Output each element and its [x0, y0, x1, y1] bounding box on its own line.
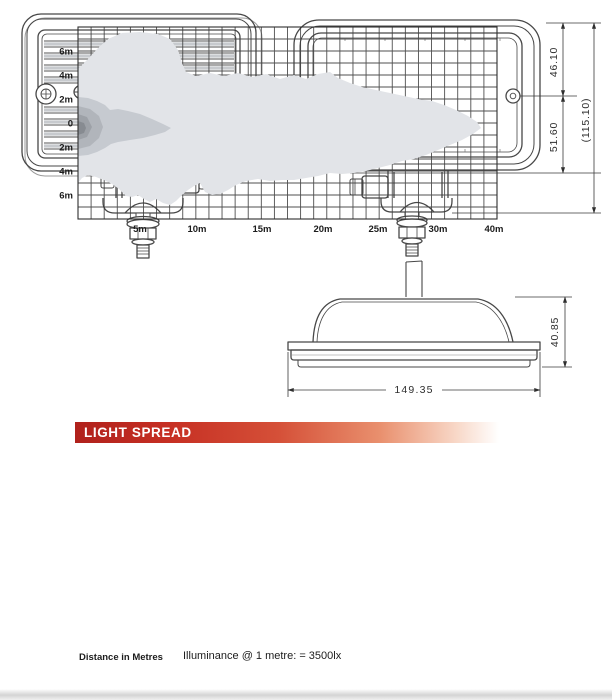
- y-axis-label: 4m: [59, 166, 73, 178]
- x-axis-label: 40m: [484, 224, 504, 235]
- x-axis-label: 30m: [428, 224, 448, 235]
- x-axis-label: 15m: [252, 224, 272, 235]
- illuminance-caption: Illuminance @ 1 metre: = 3500lx: [183, 650, 342, 662]
- x-axis-label: 25m: [368, 224, 388, 235]
- cropped-next-section-edge: [0, 689, 612, 700]
- y-axis-label: 2m: [59, 94, 73, 106]
- x-axis-caption: Distance in Metres: [79, 652, 163, 663]
- dim-46-10: 46.10: [548, 46, 560, 78]
- light-spread-title: LIGHT SPREAD: [84, 425, 192, 440]
- x-axis-label: 5m: [133, 224, 147, 235]
- y-axis-label: 0: [67, 118, 73, 130]
- lamp-flange: [288, 342, 540, 367]
- y-axis-label: 2m: [59, 142, 73, 154]
- x-axis-label: 20m: [313, 224, 333, 235]
- top-view-dimensions: [288, 297, 572, 397]
- light-spread-chart: [0, 0, 612, 282]
- dim-115-10: (115.10): [580, 97, 592, 143]
- y-axis-label: 4m: [59, 70, 73, 82]
- light-spread-header: [75, 422, 499, 443]
- dim-51-60: 51.60: [548, 121, 560, 153]
- dim-40-85: 40.85: [549, 316, 561, 348]
- y-axis-label: 6m: [59, 190, 73, 202]
- dim-149-35: 149.35: [394, 384, 434, 396]
- x-axis-label: 10m: [187, 224, 207, 235]
- y-axis-label: 6m: [59, 46, 73, 58]
